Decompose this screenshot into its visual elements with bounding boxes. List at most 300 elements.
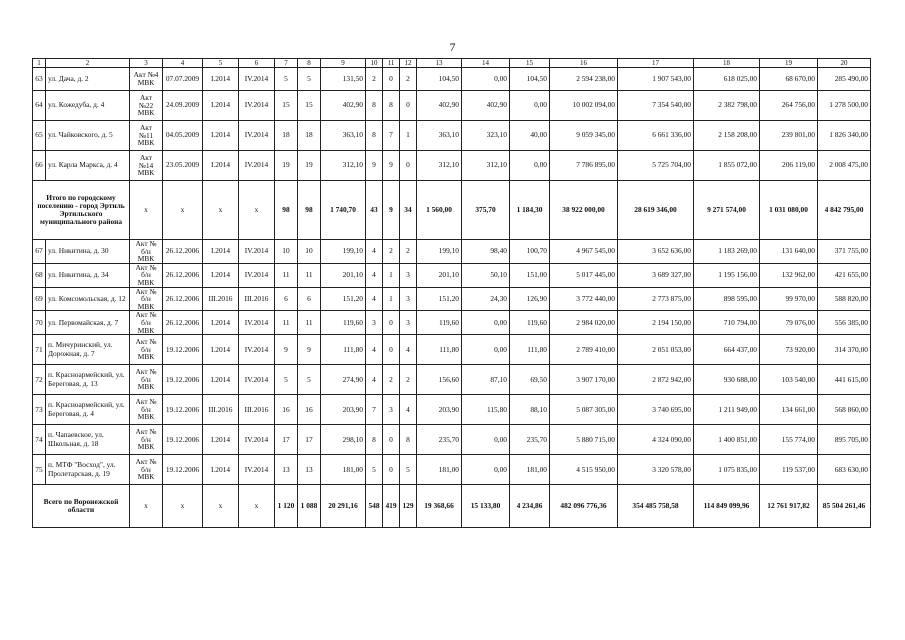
value-cell-c20: 314 370,00: [818, 335, 871, 365]
start-quarter-cell: III.2016: [203, 287, 239, 311]
value-cell-c13: 402,90: [417, 91, 462, 121]
value-cell-c18: 618 025,00: [694, 68, 760, 91]
column-number: 8: [298, 59, 321, 68]
value-cell-c7: 5: [275, 365, 298, 395]
value-cell-c12: 4: [400, 395, 417, 425]
table-row: [33, 91, 871, 121]
date-cell: 26.12.2006: [163, 263, 203, 287]
value-cell-c9: 151,20: [321, 287, 366, 311]
address-cell: п. Чапаевское, ул. Школьная, д. 18: [46, 425, 130, 455]
value-cell-c11: 1: [383, 287, 400, 311]
address-cell: п. МТФ "Восход", ул. Пролетарская, д. 19: [46, 455, 130, 485]
value-cell-c13: 201,10: [417, 263, 462, 287]
total-value-c15: 1 184,30: [510, 181, 550, 240]
value-cell-c18: 1 855 072,00: [694, 151, 760, 181]
value-cell-c7: 9: [275, 335, 298, 365]
value-cell-c8: 5: [298, 68, 321, 91]
value-cell-c7: 18: [275, 121, 298, 151]
value-cell-c20: 1 826 340,00: [818, 121, 871, 151]
value-cell-c12: 0: [400, 151, 417, 181]
not-applicable-cell: х: [130, 485, 163, 528]
value-cell-c9: 402,90: [321, 91, 366, 121]
value-cell-c17: 3 689 327,00: [618, 263, 694, 287]
value-cell-c10: 5: [366, 455, 383, 485]
value-cell-c20: 2 008 475,00: [818, 151, 871, 181]
total-value-c7: 98: [275, 181, 298, 240]
value-cell-c12: 4: [400, 335, 417, 365]
act-cell: Акт № б/н МВК: [130, 287, 163, 311]
total-value-c20: 4 842 795,00: [818, 181, 871, 240]
act-cell: Акт № б/н МВК: [130, 365, 163, 395]
value-cell-c12: 3: [400, 263, 417, 287]
value-cell-c7: 15: [275, 91, 298, 121]
value-cell-c10: 4: [366, 335, 383, 365]
end-quarter-cell: IV.2014: [239, 425, 275, 455]
value-cell-c20: 895 705,00: [818, 425, 871, 455]
act-cell: Акт №14 МВК: [130, 151, 163, 181]
column-number: 17: [618, 59, 694, 68]
total-label: Всего по Воронежской области: [33, 485, 130, 528]
value-cell-c19: 134 661,00: [760, 395, 818, 425]
date-cell: 23.05.2009: [163, 151, 203, 181]
value-cell-c17: 2 773 875,00: [618, 287, 694, 311]
end-quarter-cell: IV.2014: [239, 365, 275, 395]
start-quarter-cell: I.2014: [203, 425, 239, 455]
value-cell-c12: 2: [400, 68, 417, 91]
value-cell-c17: 1 907 543,00: [618, 68, 694, 91]
table-row: [33, 240, 871, 264]
value-cell-c17: 3 740 695,00: [618, 395, 694, 425]
table-row: [33, 121, 871, 151]
row-number: 73: [33, 395, 46, 425]
value-cell-c15: 100,70: [510, 240, 550, 264]
value-cell-c18: 664 437,00: [694, 335, 760, 365]
value-cell-c15: 69,50: [510, 365, 550, 395]
value-cell-c16: 5 017 445,00: [550, 263, 618, 287]
act-cell: Акт №4 МВК: [130, 68, 163, 91]
total-row: [33, 485, 871, 528]
column-number: 14: [462, 59, 510, 68]
start-quarter-cell: III.2016: [203, 395, 239, 425]
column-number: 4: [163, 59, 203, 68]
total-value-c8: 1 088: [298, 485, 321, 528]
value-cell-c12: 8: [400, 425, 417, 455]
value-cell-c19: 79 076,00: [760, 311, 818, 335]
value-cell-c14: 0,00: [462, 311, 510, 335]
total-value-c13: 19 368,66: [417, 485, 462, 528]
end-quarter-cell: IV.2014: [239, 240, 275, 264]
value-cell-c9: 119,60: [321, 311, 366, 335]
value-cell-c13: 119,60: [417, 311, 462, 335]
table-row: [33, 68, 871, 91]
not-applicable-cell: х: [203, 485, 239, 528]
value-cell-c18: 930 688,00: [694, 365, 760, 395]
value-cell-c12: 2: [400, 240, 417, 264]
column-number: 13: [417, 59, 462, 68]
column-number: 11: [383, 59, 400, 68]
value-cell-c7: 11: [275, 263, 298, 287]
value-cell-c11: 9: [383, 151, 400, 181]
value-cell-c8: 6: [298, 287, 321, 311]
act-cell: Акт № б/н МВК: [130, 335, 163, 365]
row-number: 65: [33, 121, 46, 151]
value-cell-c17: 7 354 540,00: [618, 91, 694, 121]
value-cell-c11: 2: [383, 365, 400, 395]
value-cell-c15: 151,00: [510, 263, 550, 287]
act-cell: Акт № б/н МВК: [130, 395, 163, 425]
total-value-c19: 12 761 917,82: [760, 485, 818, 528]
value-cell-c18: 898 595,00: [694, 287, 760, 311]
value-cell-c15: 0,00: [510, 151, 550, 181]
value-cell-c16: 3 907 170,00: [550, 365, 618, 395]
value-cell-c8: 19: [298, 151, 321, 181]
value-cell-c8: 15: [298, 91, 321, 121]
row-number: 75: [33, 455, 46, 485]
end-quarter-cell: IV.2014: [239, 455, 275, 485]
value-cell-c9: 312,10: [321, 151, 366, 181]
value-cell-c15: 111,80: [510, 335, 550, 365]
date-cell: 19.12.2006: [163, 395, 203, 425]
value-cell-c15: 104,50: [510, 68, 550, 91]
value-cell-c10: 9: [366, 151, 383, 181]
value-cell-c13: 203,90: [417, 395, 462, 425]
value-cell-c7: 10: [275, 240, 298, 264]
value-cell-c20: 1 278 500,00: [818, 91, 871, 121]
column-number: 3: [130, 59, 163, 68]
value-cell-c17: 3 320 578,00: [618, 455, 694, 485]
value-cell-c11: 0: [383, 68, 400, 91]
value-cell-c8: 17: [298, 425, 321, 455]
table-row: [33, 151, 871, 181]
value-cell-c14: 24,30: [462, 287, 510, 311]
column-number: 10: [366, 59, 383, 68]
value-cell-c19: 239 801,00: [760, 121, 818, 151]
end-quarter-cell: III.2016: [239, 287, 275, 311]
date-cell: 26.12.2006: [163, 311, 203, 335]
value-cell-c10: 4: [366, 240, 383, 264]
value-cell-c13: 151,20: [417, 287, 462, 311]
value-cell-c10: 8: [366, 91, 383, 121]
end-quarter-cell: IV.2014: [239, 263, 275, 287]
not-applicable-cell: х: [130, 181, 163, 240]
value-cell-c13: 312,10: [417, 151, 462, 181]
value-cell-c12: 2: [400, 365, 417, 395]
end-quarter-cell: IV.2014: [239, 311, 275, 335]
value-cell-c17: 4 324 090,00: [618, 425, 694, 455]
value-cell-c15: 181,00: [510, 455, 550, 485]
value-cell-c11: 0: [383, 425, 400, 455]
value-cell-c18: 710 794,00: [694, 311, 760, 335]
value-cell-c19: 99 970,00: [760, 287, 818, 311]
not-applicable-cell: х: [239, 485, 275, 528]
value-cell-c10: 4: [366, 263, 383, 287]
table-row: [33, 263, 871, 287]
value-cell-c9: 111,80: [321, 335, 366, 365]
value-cell-c11: 0: [383, 455, 400, 485]
total-value-c11: 419: [383, 485, 400, 528]
total-value-c16: 482 096 776,36: [550, 485, 618, 528]
value-cell-c9: 363,10: [321, 121, 366, 151]
column-number: 5: [203, 59, 239, 68]
value-cell-c16: 5 880 715,00: [550, 425, 618, 455]
address-cell: ул. Карла Маркса, д. 4: [46, 151, 130, 181]
value-cell-c14: 0,00: [462, 335, 510, 365]
value-cell-c14: 0,00: [462, 455, 510, 485]
date-cell: 19.12.2006: [163, 425, 203, 455]
value-cell-c16: 2 789 410,00: [550, 335, 618, 365]
value-cell-c13: 181,00: [417, 455, 462, 485]
value-cell-c17: 6 661 336,00: [618, 121, 694, 151]
table-row: [33, 455, 871, 485]
value-cell-c18: 1 211 949,00: [694, 395, 760, 425]
start-quarter-cell: I.2014: [203, 91, 239, 121]
total-value-c9: 20 291,16: [321, 485, 366, 528]
row-number: 67: [33, 240, 46, 264]
value-cell-c15: 0,00: [510, 91, 550, 121]
total-value-c7: 1 120: [275, 485, 298, 528]
total-value-c10: 43: [366, 181, 383, 240]
date-cell: 26.12.2006: [163, 287, 203, 311]
start-quarter-cell: I.2014: [203, 365, 239, 395]
value-cell-c12: 3: [400, 287, 417, 311]
value-cell-c13: 111,80: [417, 335, 462, 365]
value-cell-c9: 298,10: [321, 425, 366, 455]
total-value-c12: 129: [400, 485, 417, 528]
column-number: 18: [694, 59, 760, 68]
value-cell-c16: 5 087 305,00: [550, 395, 618, 425]
not-applicable-cell: х: [163, 485, 203, 528]
value-cell-c7: 5: [275, 68, 298, 91]
date-cell: 24.09.2009: [163, 91, 203, 121]
value-cell-c19: 119 537,00: [760, 455, 818, 485]
value-cell-c7: 11: [275, 311, 298, 335]
value-cell-c17: 2 872 942,00: [618, 365, 694, 395]
value-cell-c11: 3: [383, 395, 400, 425]
start-quarter-cell: I.2014: [203, 335, 239, 365]
value-cell-c14: 87,10: [462, 365, 510, 395]
value-cell-c7: 13: [275, 455, 298, 485]
total-value-c9: 1 740,70: [321, 181, 366, 240]
value-cell-c18: 1 195 156,00: [694, 263, 760, 287]
value-cell-c11: 1: [383, 263, 400, 287]
value-cell-c14: 50,10: [462, 263, 510, 287]
act-cell: Акт № б/н МВК: [130, 240, 163, 264]
value-cell-c15: 126,90: [510, 287, 550, 311]
date-cell: 19.12.2006: [163, 365, 203, 395]
value-cell-c19: 103 540,00: [760, 365, 818, 395]
value-cell-c9: 131,50: [321, 68, 366, 91]
value-cell-c14: 115,80: [462, 395, 510, 425]
total-value-c16: 38 922 000,00: [550, 181, 618, 240]
value-cell-c7: 6: [275, 287, 298, 311]
value-cell-c12: 0: [400, 91, 417, 121]
date-cell: 19.12.2006: [163, 455, 203, 485]
address-cell: ул. Кожедуба, д. 4: [46, 91, 130, 121]
not-applicable-cell: х: [239, 181, 275, 240]
total-value-c18: 114 849 099,96: [694, 485, 760, 528]
value-cell-c9: 274,90: [321, 365, 366, 395]
value-cell-c13: 363,10: [417, 121, 462, 151]
address-cell: ул. Чайковского, д. 5: [46, 121, 130, 151]
value-cell-c19: 73 920,00: [760, 335, 818, 365]
total-value-c17: 28 619 346,00: [618, 181, 694, 240]
value-cell-c18: 1 183 269,00: [694, 240, 760, 264]
address-cell: ул. Никитина, д. 34: [46, 263, 130, 287]
value-cell-c9: 201,10: [321, 263, 366, 287]
start-quarter-cell: I.2014: [203, 121, 239, 151]
value-cell-c15: 88,10: [510, 395, 550, 425]
value-cell-c20: 556 385,00: [818, 311, 871, 335]
value-cell-c9: 199,10: [321, 240, 366, 264]
value-cell-c16: 7 786 895,00: [550, 151, 618, 181]
total-label: Итого по городскому поселению - город Эртиль Эртильского муниципального района: [33, 181, 130, 240]
value-cell-c7: 19: [275, 151, 298, 181]
value-cell-c7: 17: [275, 425, 298, 455]
row-number: 70: [33, 311, 46, 335]
value-cell-c18: 2 382 798,00: [694, 91, 760, 121]
value-cell-c17: 2 194 150,00: [618, 311, 694, 335]
row-number: 72: [33, 365, 46, 395]
total-value-c10: 548: [366, 485, 383, 528]
value-cell-c20: 683 630,00: [818, 455, 871, 485]
start-quarter-cell: I.2014: [203, 455, 239, 485]
total-value-c11: 9: [383, 181, 400, 240]
value-cell-c10: 8: [366, 121, 383, 151]
value-cell-c20: 588 820,00: [818, 287, 871, 311]
not-applicable-cell: х: [203, 181, 239, 240]
value-cell-c12: 1: [400, 121, 417, 151]
value-cell-c10: 8: [366, 425, 383, 455]
value-cell-c15: 235,70: [510, 425, 550, 455]
row-number: 71: [33, 335, 46, 365]
date-cell: 07.07.2009: [163, 68, 203, 91]
address-cell: п. Мичуринский, ул. Дорожная, д. 7: [46, 335, 130, 365]
value-cell-c10: 4: [366, 365, 383, 395]
value-cell-c13: 199,10: [417, 240, 462, 264]
value-cell-c14: 312,10: [462, 151, 510, 181]
row-number: 69: [33, 287, 46, 311]
value-cell-c13: 104,50: [417, 68, 462, 91]
date-cell: 26.12.2006: [163, 240, 203, 264]
act-cell: Акт № б/н МВК: [130, 425, 163, 455]
table-row: [33, 287, 871, 311]
address-cell: ул. Никитина, д. 30: [46, 240, 130, 264]
address-cell: п. Красноармейский, ул. Береговая, д. 4: [46, 395, 130, 425]
not-applicable-cell: х: [163, 181, 203, 240]
column-number: 16: [550, 59, 618, 68]
housing-program-table: [32, 58, 871, 528]
act-cell: Акт №22 МВК: [130, 91, 163, 121]
value-cell-c13: 156,60: [417, 365, 462, 395]
total-value-c8: 98: [298, 181, 321, 240]
end-quarter-cell: III.2016: [239, 395, 275, 425]
date-cell: 04.05.2009: [163, 121, 203, 151]
value-cell-c8: 11: [298, 311, 321, 335]
value-cell-c15: 119,60: [510, 311, 550, 335]
value-cell-c8: 16: [298, 395, 321, 425]
start-quarter-cell: I.2014: [203, 151, 239, 181]
row-number: 68: [33, 263, 46, 287]
value-cell-c18: 2 158 208,00: [694, 121, 760, 151]
start-quarter-cell: I.2014: [203, 240, 239, 264]
value-cell-c11: 0: [383, 311, 400, 335]
value-cell-c16: 4 967 545,00: [550, 240, 618, 264]
value-cell-c16: 2 594 238,00: [550, 68, 618, 91]
value-cell-c17: 2 051 053,00: [618, 335, 694, 365]
value-cell-c17: 5 725 704,00: [618, 151, 694, 181]
row-number: 74: [33, 425, 46, 455]
address-cell: ул. Первомайская, д. 7: [46, 311, 130, 335]
total-value-c19: 1 031 080,00: [760, 181, 818, 240]
value-cell-c19: 264 756,00: [760, 91, 818, 121]
value-cell-c18: 1 400 851,00: [694, 425, 760, 455]
act-cell: Акт № б/н МВК: [130, 311, 163, 335]
value-cell-c16: 9 059 345,00: [550, 121, 618, 151]
total-value-c20: 85 504 261,46: [818, 485, 871, 528]
total-value-c15: 4 234,86: [510, 485, 550, 528]
value-cell-c20: 285 490,00: [818, 68, 871, 91]
value-cell-c16: 10 002 094,00: [550, 91, 618, 121]
act-cell: Акт № б/н МВК: [130, 263, 163, 287]
column-number: 6: [239, 59, 275, 68]
value-cell-c12: 3: [400, 311, 417, 335]
row-number: 66: [33, 151, 46, 181]
value-cell-c8: 18: [298, 121, 321, 151]
column-number: 2: [46, 59, 130, 68]
value-cell-c20: 568 860,00: [818, 395, 871, 425]
column-number: 9: [321, 59, 366, 68]
column-number: 12: [400, 59, 417, 68]
table-row: [33, 395, 871, 425]
total-value-c13: 1 560,00: [417, 181, 462, 240]
table-row: [33, 335, 871, 365]
value-cell-c14: 402,90: [462, 91, 510, 121]
value-cell-c14: 0,00: [462, 425, 510, 455]
column-number: 15: [510, 59, 550, 68]
value-cell-c8: 13: [298, 455, 321, 485]
end-quarter-cell: IV.2014: [239, 91, 275, 121]
row-number: 63: [33, 68, 46, 91]
total-row: [33, 181, 871, 240]
value-cell-c11: 2: [383, 240, 400, 264]
value-cell-c10: 7: [366, 395, 383, 425]
address-cell: п. Красноармейский, ул. Береговая, д. 13: [46, 365, 130, 395]
value-cell-c11: 8: [383, 91, 400, 121]
value-cell-c8: 10: [298, 240, 321, 264]
value-cell-c16: 2 984 020,00: [550, 311, 618, 335]
row-number: 64: [33, 91, 46, 121]
value-cell-c9: 203,90: [321, 395, 366, 425]
end-quarter-cell: IV.2014: [239, 151, 275, 181]
value-cell-c11: 7: [383, 121, 400, 151]
value-cell-c19: 155 774,00: [760, 425, 818, 455]
total-value-c14: 15 133,80: [462, 485, 510, 528]
value-cell-c11: 0: [383, 335, 400, 365]
page-number: 7: [449, 40, 456, 54]
column-number: 1: [33, 59, 46, 68]
value-cell-c14: 98,40: [462, 240, 510, 264]
value-cell-c20: 371 755,00: [818, 240, 871, 264]
value-cell-c20: 421 655,00: [818, 263, 871, 287]
value-cell-c8: 9: [298, 335, 321, 365]
value-cell-c20: 441 615,00: [818, 365, 871, 395]
value-cell-c9: 181,00: [321, 455, 366, 485]
total-value-c14: 375,70: [462, 181, 510, 240]
end-quarter-cell: IV.2014: [239, 68, 275, 91]
act-cell: Акт №11 МВК: [130, 121, 163, 151]
column-number: 20: [818, 59, 871, 68]
value-cell-c14: 323,10: [462, 121, 510, 151]
